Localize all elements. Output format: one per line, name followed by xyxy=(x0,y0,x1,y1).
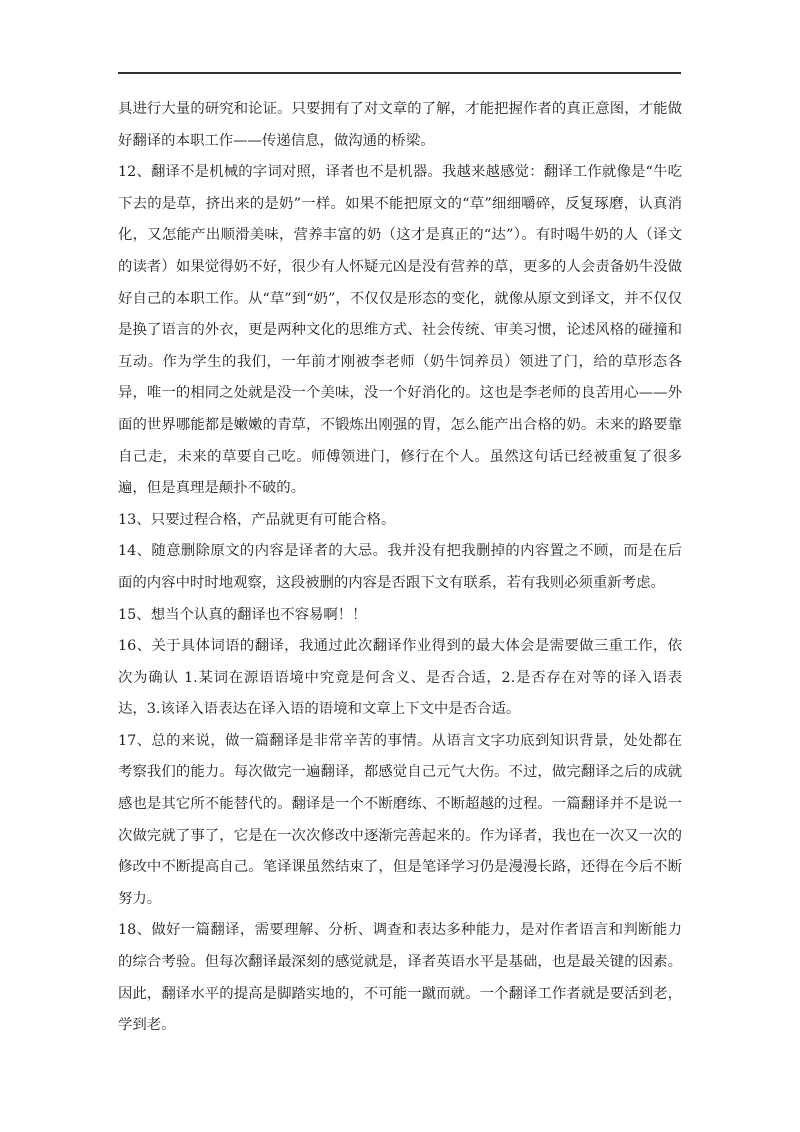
paragraph: 17、总的来说，做一篇翻译是非常辛苦的事情。从语言文字功底到知识背景，处处都在考察我们的能力。每次做完一遍翻译，都感觉自己元气大伤。不过，做完翻译之后的成就感也是其它所不能替代的。翻译是一个不断磨练、不断超越的过程。一篇翻译并不是说一次做完就了事了，它是在一次次修改中逐渐完善起来的。作为译者，我也在一次又一次的修改中不断提高自己。笔译课虽然结束了，但是笔译学习仍是漫漫长路，还得在今后不断努力。 xyxy=(118,732,682,907)
paragraph: 13、只要过程合格，产品就更有可能合格。 xyxy=(118,511,396,528)
paragraph: 14、随意删除原文的内容是译者的大忌。我并没有把我删掉的内容置之不顾，而是在后面的内容中时时地观察，这段被删的内容是否跟下文有联系，若有我则必须重新考虑。 xyxy=(118,543,682,591)
paragraph: 15、想当个认真的翻译也不容易啊！！ xyxy=(118,606,367,623)
header-rule xyxy=(118,72,681,74)
paragraph: 16、关于具体词语的翻译，我通过此次翻译作业得到的最大体会是需要做三重工作，依次为确认 1.某词在源语语境中究竟是何含义、是否合适，2.是否存在对等的译入语表达，3.该译入语表达在译入语的语境和文章上下文中是否合适。 xyxy=(118,638,682,718)
paragraph: 具进行大量的研究和论证。只要拥有了对文章的了解，才能把握作者的真正意图，才能做好翻译的本职工作——传递信息，做沟通的桥梁。 xyxy=(118,101,682,149)
paragraph: 18、做好一篇翻译，需要理解、分析、调查和表达多种能力，是对作者语言和判断能力的综合考验。但每次翻译最深刻的感觉就是，译者英语水平是基础，也是最关键的因素。因此，翻译水平的提高是脚踏实地的，不可能一蹴而就。一个翻译工作者就是要活到老，学到老。 xyxy=(118,922,682,1034)
paragraph: 12、翻译不是机械的字词对照，译者也不是机器。我越来越感觉：翻译工作就像是“牛吃下去的是草，挤出来的是奶”一样。如果不能把原文的“草”细细嚼碎，反复琢磨，认真消化，又怎能产出顺滑美味，营养丰富的奶（这才是真正的“达”）。有时喝牛奶的人（译文的读者）如果觉得奶不好，很少有人怀疑元凶是没有营养的草，更多的人会责备奶牛没做好自己的本职工作。从“草”到“奶”，不仅仅是形态的变化，就像从原文到译文，并不仅仅是换了语言的外衣，更是两种文化的思维方式、社会传统、审美习惯，论述风格的碰撞和互动。作为学生的我们，一年前才刚被李老师（奶牛饲养员）领进了门，给的草形态各异，唯一的相同之处就是没一个美味，没一个好消化的。这也是李老师的良苦用心——外面的世界哪能都是嫩嫩的青草，不锻炼出刚强的胃，怎么能产出合格的奶。未来的路要靠自己走，未来的草要自己吃。师傅领进门，修行在个人。虽然这句话已经被重复了很多遍，但是真理是颠扑不破的。 xyxy=(118,164,682,497)
document-body xyxy=(118,94,682,1042)
